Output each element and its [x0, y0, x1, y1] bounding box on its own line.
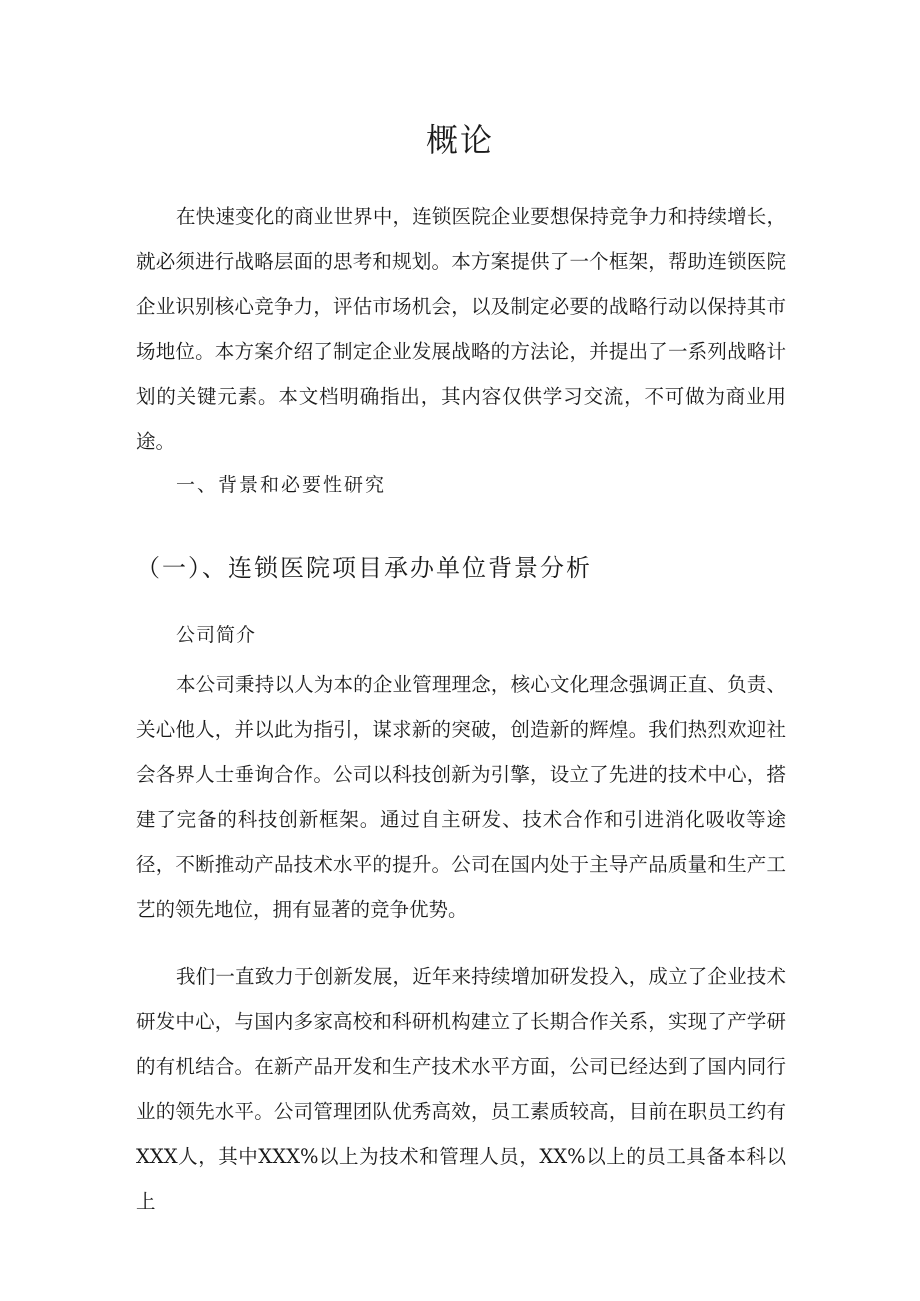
subsection-heading: （一）、连锁医院项目承办单位背景分析 [136, 554, 592, 582]
company-intro-heading: 公司简介 [176, 624, 257, 646]
company-paragraph-2: 我们一直致力于创新发展，近年来持续增加研发投入，成立了企业技术研发中心，与国内多家高校和科研机构建立了长期合作关系，实现了产学研的有机结合。在新产品开发和生产技术水平方面，公司已经达到了国内同行业的领先水平。公司管理团队优秀高效，员工素质较高，目前在职员工约有XXX人，其中XXX%以上为技术和管理人员，XX%以上的员工具备本科以上 [136, 965, 786, 1213]
company-paragraph-1: 本公司秉持以人为本的企业管理理念，核心文化理念强调正直、负责、关心他人，并以此为指引，谋求新的突破，创造新的辉煌。我们热烈欢迎社会各界人士垂询合作。公司以科技创新为引擎，设立了先进的技术中心，搭建了完备的科技创新框架。通过自主研发、技术合作和引进消化吸收等途径，不断推动产品技术水平的提升。公司在国内处于主导产品质量和生产工艺的领先地位，拥有显著的竞争优势。 [136, 673, 786, 921]
intro-paragraph: 在快速变化的商业世界中，连锁医院企业要想保持竞争力和持续增长，就必须进行战略层面的思考和规划。本方案提供了一个框架，帮助连锁医院企业识别核心竞争力，评估市场机会，以及制定必要的战略行动以保持其市场地位。本方案介绍了制定企业发展战略的方法论，并提出了一系列战略计划的关键元素。本文档明确指出，其内容仅供学习交流，不可做为商业用途。 [136, 205, 786, 453]
section-heading: 一、背景和必要性研究 [176, 474, 387, 496]
document-title: 概论 [425, 121, 494, 159]
